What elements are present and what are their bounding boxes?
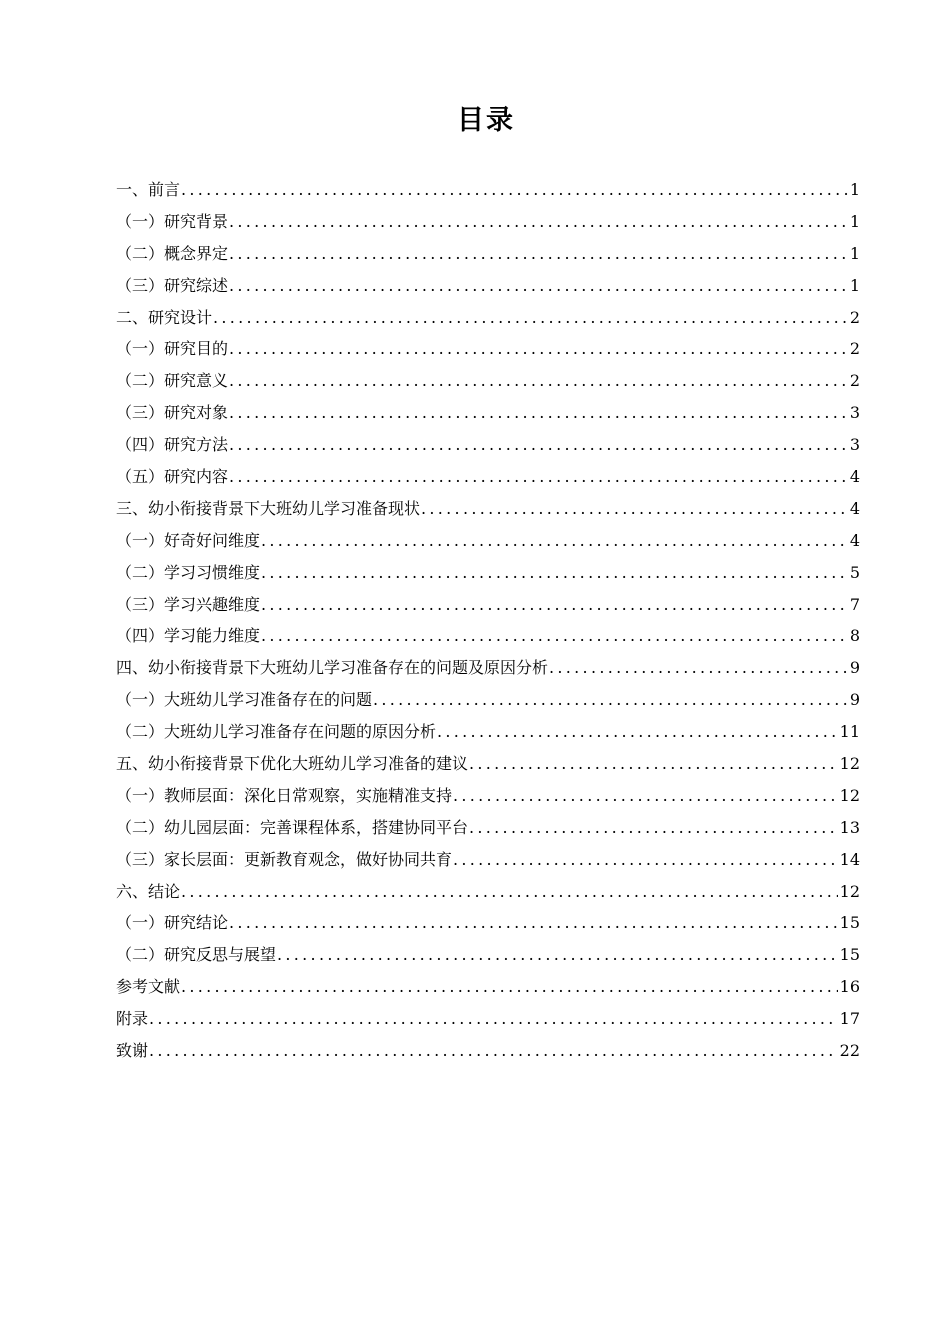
toc-entry-label: （一）研究背景 [116,211,229,231]
toc-entry[interactable] [116,876,860,908]
toc-entry-page-number: 22 [839,1041,860,1061]
toc-entry-label: 附录 [116,1009,149,1029]
toc-entry[interactable] [116,780,860,812]
toc-entry-label: （五）研究内容 [116,467,229,487]
toc-entry-page-number: 4 [849,530,860,550]
toc-entry-label: （三）研究对象 [116,403,229,423]
toc-entry[interactable] [116,174,860,206]
toc-entry[interactable] [116,1035,860,1067]
toc-entry[interactable] [116,270,860,302]
toc-entry-label: （一）好奇好问维度 [116,530,261,550]
toc-entry-page-number: 4 [849,498,860,518]
toc-entry[interactable] [116,461,860,493]
toc-entry[interactable] [116,748,860,780]
toc-entry-label: （四）研究方法 [116,435,229,455]
toc-list [116,174,860,1067]
toc-dot-leader [453,844,838,876]
toc-entry-page-number: 3 [849,435,860,455]
toc-entry[interactable] [116,652,860,684]
toc-entry[interactable] [116,716,860,748]
toc-dot-leader [277,939,838,971]
toc-entry-label: 二、研究设计 [116,307,213,327]
toc-dot-leader [181,971,838,1003]
toc-entry[interactable] [116,397,860,429]
toc-entry[interactable] [116,971,860,1003]
toc-dot-leader [421,493,848,525]
toc-entry-page-number: 9 [849,658,860,678]
toc-dot-leader [549,652,848,684]
toc-entry-label: （三）家长层面：更新教育观念，做好协同共育 [116,849,453,869]
toc-entry-label: （一）教师层面：深化日常观察，实施精准支持 [116,785,453,805]
toc-dot-leader [229,333,848,365]
toc-entry-label: （三）学习兴趣维度 [116,594,261,614]
toc-dot-leader [469,812,838,844]
toc-entry-label: （一）研究结论 [116,913,229,933]
toc-dot-leader [149,1035,838,1067]
toc-dot-leader [229,365,848,397]
toc-entry[interactable] [116,620,860,652]
toc-entry[interactable] [116,939,860,971]
toc-entry[interactable] [116,812,860,844]
toc-entry-page-number: 2 [849,371,860,391]
toc-entry-page-number: 1 [849,211,860,231]
toc-entry[interactable] [116,333,860,365]
toc-entry-label: （二）研究反思与展望 [116,945,277,965]
toc-entry[interactable] [116,589,860,621]
toc-dot-leader [149,1003,838,1035]
toc-dot-leader [373,684,848,716]
toc-entry-label: （二）研究意义 [116,371,229,391]
toc-dot-leader [229,206,848,238]
toc-entry-label: 四、幼小衔接背景下大班幼儿学习准备存在的问题及原因分析 [116,658,549,678]
toc-dot-leader [437,716,838,748]
toc-entry-label: 六、结论 [116,881,181,901]
toc-entry[interactable] [116,238,860,270]
toc-entry[interactable] [116,844,860,876]
toc-entry-label: 参考文献 [116,977,181,997]
toc-entry-label: （二）大班幼儿学习准备存在问题的原因分析 [116,722,437,742]
toc-entry-label: （一）大班幼儿学习准备存在的问题 [116,690,373,710]
toc-entry-page-number: 2 [849,307,860,327]
toc-dot-leader [453,780,838,812]
toc-entry-page-number: 3 [849,403,860,423]
toc-entry-page-number: 15 [839,945,860,965]
toc-entry-page-number: 14 [839,849,860,869]
toc-entry[interactable] [116,429,860,461]
toc-dot-leader [229,270,848,302]
toc-entry[interactable] [116,206,860,238]
toc-entry-label: （四）学习能力维度 [116,626,261,646]
toc-dot-leader [261,620,848,652]
toc-dot-leader [213,302,848,334]
toc-entry-page-number: 8 [849,626,860,646]
toc-entry-page-number: 13 [839,817,860,837]
toc-entry-page-number: 1 [849,243,860,263]
toc-dot-leader [261,525,848,557]
toc-entry[interactable] [116,365,860,397]
toc-dot-leader [229,429,848,461]
toc-entry-page-number: 16 [839,977,860,997]
toc-entry-label: （三）研究综述 [116,275,229,295]
toc-entry-page-number: 17 [839,1009,860,1029]
toc-entry-page-number: 9 [849,690,860,710]
toc-entry-page-number: 12 [839,785,860,805]
toc-entry-label: （二）幼儿园层面：完善课程体系，搭建协同平台 [116,817,469,837]
toc-dot-leader [261,589,848,621]
toc-entry-label: （二）概念界定 [116,243,229,263]
toc-entry-label: 致谢 [116,1041,149,1061]
toc-entry-page-number: 15 [839,913,860,933]
toc-entry[interactable] [116,557,860,589]
toc-entry-page-number: 11 [839,722,860,742]
toc-dot-leader [229,461,848,493]
toc-entry-page-number: 12 [839,754,860,774]
toc-entry-label: 一、前言 [116,180,181,199]
toc-entry-label: （一）研究目的 [116,339,229,359]
toc-entry-label: 五、幼小衔接背景下优化大班幼儿学习准备的建议 [116,754,469,774]
toc-dot-leader [229,907,838,939]
toc-entry[interactable] [116,302,860,334]
toc-entry-page-number: 1 [849,275,860,295]
toc-dot-leader [229,238,848,270]
toc-dot-leader [261,557,848,589]
toc-dot-leader [229,397,848,429]
toc-entry-page-number: 4 [849,467,860,487]
toc-entry[interactable] [116,493,860,525]
toc-entry-label: （二）学习习惯维度 [116,562,261,582]
toc-dot-leader [469,748,838,780]
toc-dot-leader [181,876,838,908]
toc-entry[interactable] [116,684,860,716]
toc-title: 目录 [457,105,515,136]
toc-entry-page-number: 2 [849,339,860,359]
toc-entry-page-number: 12 [839,881,860,901]
toc-entry[interactable] [116,907,860,939]
toc-entry[interactable] [116,525,860,557]
toc-entry-page-number: 5 [849,562,860,582]
toc-entry-page-number: 1 [849,180,860,199]
toc-entry-label: 三、幼小衔接背景下大班幼儿学习准备现状 [116,498,421,518]
toc-dot-leader [181,174,848,206]
toc-entry[interactable] [116,1003,860,1035]
toc-entry-page-number: 7 [849,594,860,614]
